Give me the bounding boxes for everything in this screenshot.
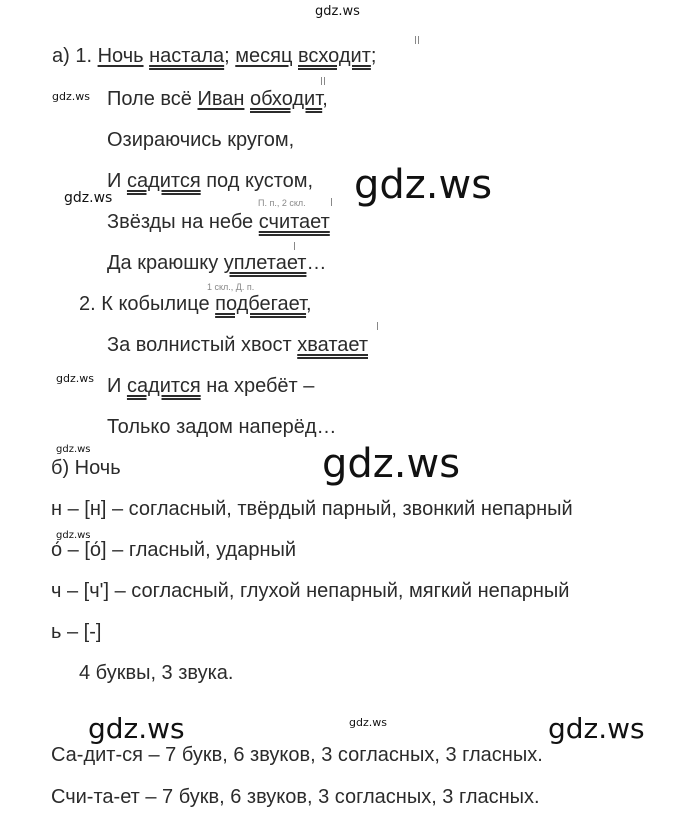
case-tick <box>294 242 295 250</box>
line-prefix: а) 1. <box>52 45 98 67</box>
predicate-word: подбегает <box>215 293 307 315</box>
text: , <box>306 293 312 315</box>
watermark-big-2: gdz.ws <box>322 441 461 487</box>
predicate-word: уплетает <box>223 252 307 274</box>
watermark-small-5: gdz.ws <box>56 530 91 541</box>
watermark-small-4: gdz.ws <box>56 444 91 455</box>
word-analysis-1: Са-дит-ся – 7 букв, 6 звуков, 3 согласных, 3 гласных. <box>51 744 543 766</box>
watermark-small-1: gdz.ws <box>52 90 90 103</box>
poem-line-7 <box>79 292 312 316</box>
text: Звёзды на небе <box>107 211 259 233</box>
poem-line-8 <box>107 333 368 357</box>
letter-sound-summary: 4 буквы, 3 звука. <box>79 662 234 684</box>
phonetic-row-4: ь – [-] <box>51 621 102 643</box>
poem-line-10: Только задом наперёд… <box>107 416 337 438</box>
predicate-word: всходит <box>298 45 371 67</box>
predicate-word: считает <box>258 211 330 233</box>
word-analysis-2: Счи-та-ет – 7 букв, 6 звуков, 3 согласных, 3 гласных. <box>51 786 540 808</box>
watermark-medium-right: gdz.ws <box>548 712 645 745</box>
stress-mark <box>321 77 322 85</box>
watermark-small-2: gdz.ws <box>64 190 113 206</box>
case-note-1: П. п., 2 скл. <box>258 198 306 208</box>
stress-mark <box>377 322 378 330</box>
predicate-word: хватает <box>297 334 368 356</box>
poem-line-5 <box>107 210 330 234</box>
case-tick <box>331 198 332 206</box>
subject-word: Ночь <box>97 45 144 67</box>
poem-line-2 <box>107 87 328 111</box>
punct: , <box>322 88 328 110</box>
text: За волнистый хвост <box>107 334 298 356</box>
predicate-word: садится <box>126 170 201 192</box>
watermark-small-6: gdz.ws <box>349 716 387 729</box>
stress-mark <box>415 36 416 44</box>
poem-line-1 <box>52 44 376 68</box>
phonetic-row-2: о́ – [о́] – гласный, ударный <box>51 539 297 561</box>
text: Да краюшку <box>107 252 224 274</box>
text: … <box>306 252 327 274</box>
poem-line-4 <box>107 169 313 193</box>
punct: ; <box>370 45 377 67</box>
watermark-medium-left: gdz.ws <box>88 712 185 745</box>
text: И <box>107 170 127 192</box>
part-b-title: б) Ночь <box>51 457 121 479</box>
predicate-word: обходит <box>250 88 323 110</box>
predicate-word: настала <box>149 45 225 67</box>
poem-line-9 <box>107 374 314 398</box>
text: И <box>107 375 127 397</box>
watermark-small-3: gdz.ws <box>56 372 94 385</box>
watermark-big-1: gdz.ws <box>354 162 493 208</box>
predicate-word: садится <box>126 375 201 397</box>
subject-word: Иван <box>197 88 245 110</box>
text: 2. К кобылице <box>79 293 216 315</box>
poem-line-3: Озираючись кругом, <box>107 129 295 151</box>
text: на хребёт – <box>200 375 315 397</box>
phonetic-row-1: н – [н] – согласный, твёрдый парный, звонкий непарный <box>51 498 573 520</box>
subject-word: месяц <box>235 45 293 67</box>
watermark-top: gdz.ws <box>315 4 360 19</box>
text: Поле всё <box>107 88 198 110</box>
case-note-2: 1 скл., Д. п. <box>207 282 255 292</box>
phonetic-row-3: ч – [ч'] – согласный, глухой непарный, мягкий непарный <box>51 580 570 602</box>
text: под кустом, <box>200 170 314 192</box>
separator: ; <box>224 45 236 67</box>
stress-mark <box>324 77 325 85</box>
poem-line-6 <box>107 251 326 275</box>
stress-mark <box>418 36 419 44</box>
